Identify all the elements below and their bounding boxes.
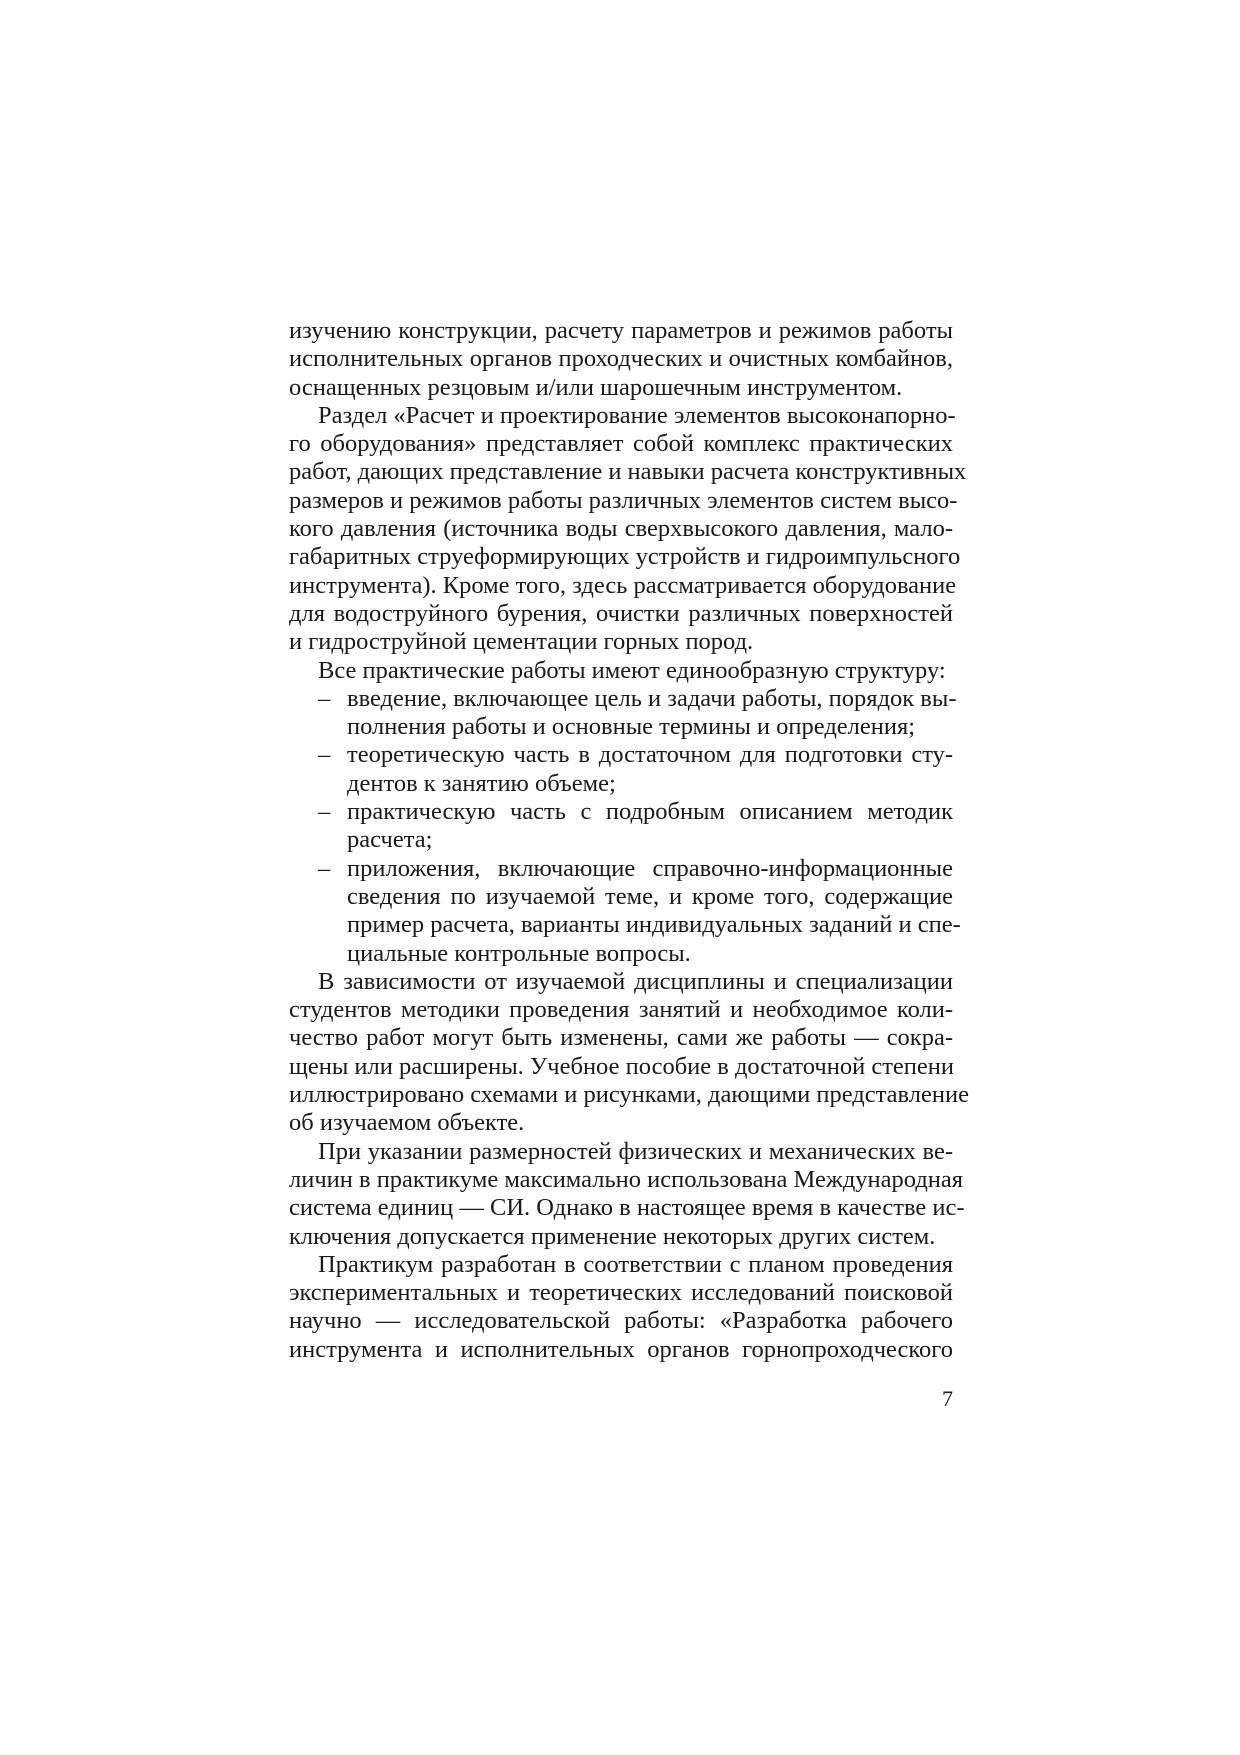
text-line: оснащенных резцовым и/или шарошечным инструментом. (289, 373, 903, 401)
text-line: и гидроструйной цементации горных пород. (289, 628, 754, 656)
text-line: об изучаемом объекте. (289, 1109, 525, 1137)
text-line: для водоструйного бурения, очистки различных поверхностей (289, 599, 953, 627)
text-line: система единиц — СИ. Однако в настоящее время в качестве ис- (289, 1194, 965, 1222)
list-dash: – (318, 798, 331, 826)
text-line: полнения работы и основные термины и определения; (347, 713, 916, 741)
list-item (289, 684, 957, 742)
list-dash: – (318, 684, 331, 712)
plan-paragraph (289, 1251, 953, 1364)
text-line: го оборудования» представляет собой комплекс практических (289, 430, 953, 458)
text-line: приложения, включающие справочно-информационные (347, 854, 953, 882)
text-line: экспериментальных и теоретических исследований поисковой (289, 1279, 953, 1307)
list-dash: – (318, 854, 331, 882)
text-line: расчета; (347, 826, 433, 854)
text-line: работ, дающих представление и навыки расчета конструктивных (289, 458, 967, 486)
list-item (289, 854, 961, 968)
text-line: студентов методики проведения занятий и необходимое коли- (289, 996, 953, 1024)
list-item (289, 798, 953, 855)
text-line: Раздел «Расчет и проектирование элементов высоконапорно- (318, 401, 956, 429)
text-line: пример расчета, варианты индивидуальных заданий и спе- (347, 911, 961, 939)
text-line: личин в практикуме максимально использована Международная (289, 1165, 964, 1193)
text-line: инструмента). Кроме того, здесь рассматривается оборудование (289, 571, 957, 599)
text-line: Все практические работы имеют единообразную структуру: (318, 656, 946, 684)
text-line: При указании размерностей физических и механических ве- (318, 1137, 953, 1165)
text-line: кого давления (источника воды сверхвысокого давления, мало- (289, 515, 953, 543)
text-line: Практикум разработан в соответствии с планом проведения (318, 1250, 953, 1278)
text-line: теоретическую часть в достаточном для подготовки сту- (347, 741, 953, 769)
text-line: дентов к занятию объеме; (347, 769, 616, 797)
text-line: В зависимости от изучаемой дисциплины и специализации (318, 967, 953, 995)
text-line: циальные контрольные вопросы. (347, 939, 691, 967)
structure-intro (289, 657, 953, 685)
page-number: 7 (942, 1386, 953, 1411)
body-text (289, 317, 969, 1364)
text-line: размеров и режимов работы различных элементов систем высо- (289, 486, 958, 514)
text-line: сведения по изучаемой теме, и кроме того, содержащие (347, 882, 953, 910)
text-line: габаритных струеформирующих устройств и гидроимпульсного (289, 543, 961, 571)
text-line: практическую часть с подробным описанием методик (347, 798, 953, 826)
section-paragraph (289, 401, 967, 657)
text-line: иллюстрировано схемами и рисунками, дающими представление (289, 1081, 969, 1109)
text-line: ключения допускается применение некоторых других систем. (289, 1222, 936, 1250)
continued-paragraph (289, 317, 953, 402)
list-dash: – (318, 741, 331, 769)
text-line: изучению конструкции, расчету параметров и режимов работы (289, 317, 953, 344)
list-item (289, 741, 953, 798)
text-line: инструмента и исполнительных органов горнопроходческого (289, 1335, 953, 1363)
text-line: научно — исследовательской работы: «Разработка рабочего (289, 1307, 953, 1335)
text-line: щены или расширены. Учебное пособие в достаточной степени (289, 1052, 954, 1080)
units-paragraph (289, 1137, 965, 1251)
text-line: введение, включающее цель и задачи работы, порядок вы- (347, 684, 957, 712)
text-line: чество работ могут быть изменены, сами же работы — сокра- (289, 1024, 953, 1052)
methods-paragraph (289, 967, 969, 1138)
text-line: исполнительных органов проходческих и очистных комбайнов, (289, 345, 953, 373)
structure-list (289, 684, 961, 968)
